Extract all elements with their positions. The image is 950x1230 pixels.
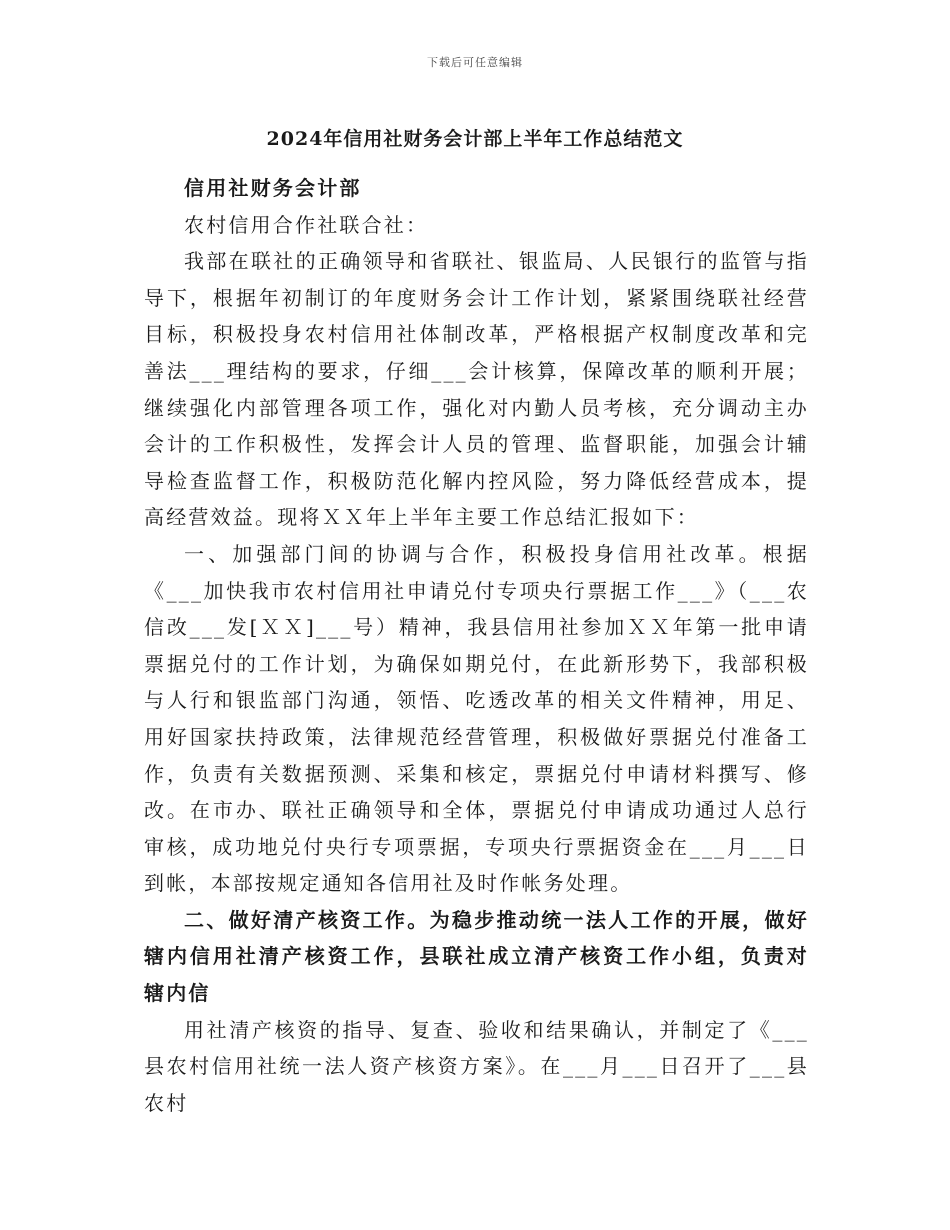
document-body (144, 170, 809, 1121)
paragraph: 用社清产核资的指导、复查、验收和结果确认，并制定了《___县农村信用社统一法人资产核资方案》。在___月___日召开了___县农村 (144, 1017, 809, 1115)
paragraph: 农村信用合作社联合社： (184, 212, 429, 237)
document-title: 2024年信用社财务会计部上半年工作总结范文 (266, 128, 684, 150)
header-note: 下载后可任意编辑 (427, 56, 523, 69)
paragraph: 我部在联社的正确领导和省联社、银监局、人民银行的监管与指导下，根据年初制订的年度财务会计工作计划，紧紧围绕联社经营目标，积极投身农村信用社体制改革，严格根据产权制度改革和完善法___理结构的要求，仔细___会计核算，保障改革的顺利开展；继续强化内部管理各项工作，强化对内勤人员考核，充分调动主办会计的工作积极性，发挥会计人员的管理、监督职能，加强会计辅导检查监督工作，积极防范化解内控风险，努力降低经营成本，提高经营效益。现将ＸＸ年上半年主要工作总结汇报如下： (144, 249, 809, 530)
paragraph: 信用社财务会计部 (184, 176, 362, 200)
paragraph: 二、做好清产核资工作。为稳步推动统一法人工作的开展，做好辖内信用社清产核资工作，县联社成立清产核资工作小组，负责对辖内信 (144, 907, 809, 1006)
paragraph: 一、加强部门间的协调与合作，积极投身信用社改革。根据《___加快我市农村信用社申请兑付专项央行票据工作___》（___农信改___发[ＸＸ]___号）精神，我县信用社参加ＸＸ年第一批申请票据兑付的工作计划，为确保如期兑付，在此新形势下，我部积极与人行和银监部门沟通，领悟、吃透改革的相关文件精神，用足、用好国家扶持政策，法律规范经营管理，积极做好票据兑付准备工作，负责有关数据预测、采集和核定，票据兑付申请材料撰写、修改。在市办、联社正确领导和全体，票据兑付申请成功通过人总行审核，成功地兑付央行专项票据，专项央行票据资金在___月___日到帐，本部按规定通知各信用社及时作帐务处理。 (144, 541, 809, 896)
